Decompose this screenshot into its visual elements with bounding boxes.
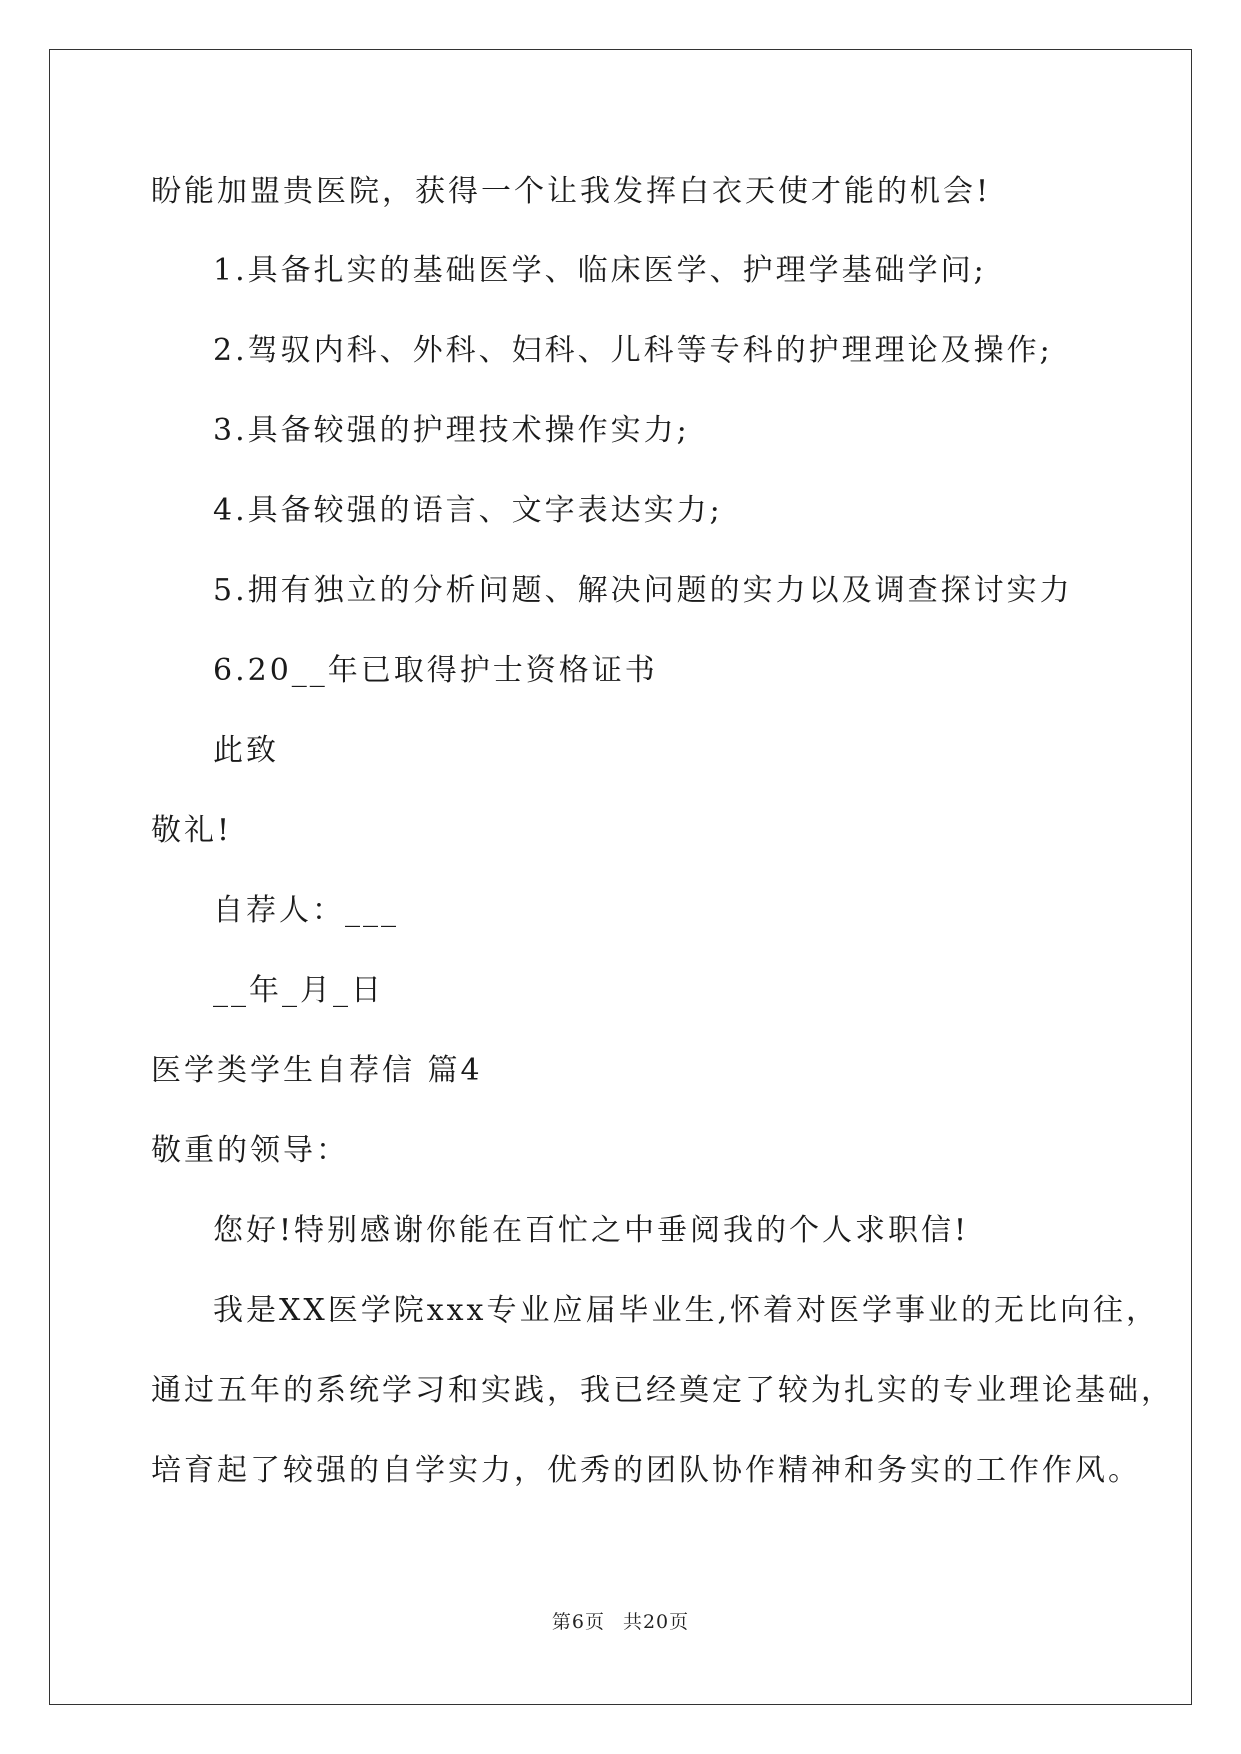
page-number: 第6页 [551, 1611, 605, 1633]
paragraph-line: 通过五年的系统学习和实践，我已经奠定了较为扎实的专业理论基础， [151, 1373, 1174, 1408]
closing-salutation: 此致 [213, 733, 279, 768]
page-footer [0, 1610, 1241, 1634]
qualification-item: 6.20__年已取得护士资格证书 [213, 653, 658, 688]
qualification-item: 1.具备扎实的基础医学、临床医学、护理学基础学问; [213, 253, 987, 288]
signature-line: 自荐人：___ [213, 893, 399, 928]
closing-salutation: 敬礼! [151, 813, 233, 848]
qualification-item: 5.拥有独立的分析问题、解决问题的实力以及调查探讨实力 [213, 573, 1073, 608]
qualification-item: 3.具备较强的护理技术操作实力; [213, 413, 690, 448]
qualification-item: 4.具备较强的语言、文字表达实力; [213, 493, 723, 528]
paragraph-line: 您好!特别感谢你能在百忙之中垂阅我的个人求职信! [213, 1213, 970, 1248]
paragraph-line: 我是XX医学院xxx专业应届毕业生,怀着对医学事业的无比向往， [213, 1293, 1160, 1328]
date-line: __年_月_日 [213, 973, 384, 1008]
page-total: 共20页 [622, 1611, 690, 1633]
qualification-item: 2.驾驭内科、外科、妇科、儿科等专科的护理理论及操作; [213, 333, 1053, 368]
paragraph-line: 培育起了较强的自学实力，优秀的团队协作精神和务实的工作作风。 [151, 1453, 1141, 1488]
greeting: 敬重的领导： [151, 1133, 349, 1168]
section-heading: 医学类学生自荐信 篇4 [151, 1053, 483, 1088]
paragraph-line: 盼能加盟贵医院，获得一个让我发挥白衣天使才能的机会! [151, 174, 992, 209]
